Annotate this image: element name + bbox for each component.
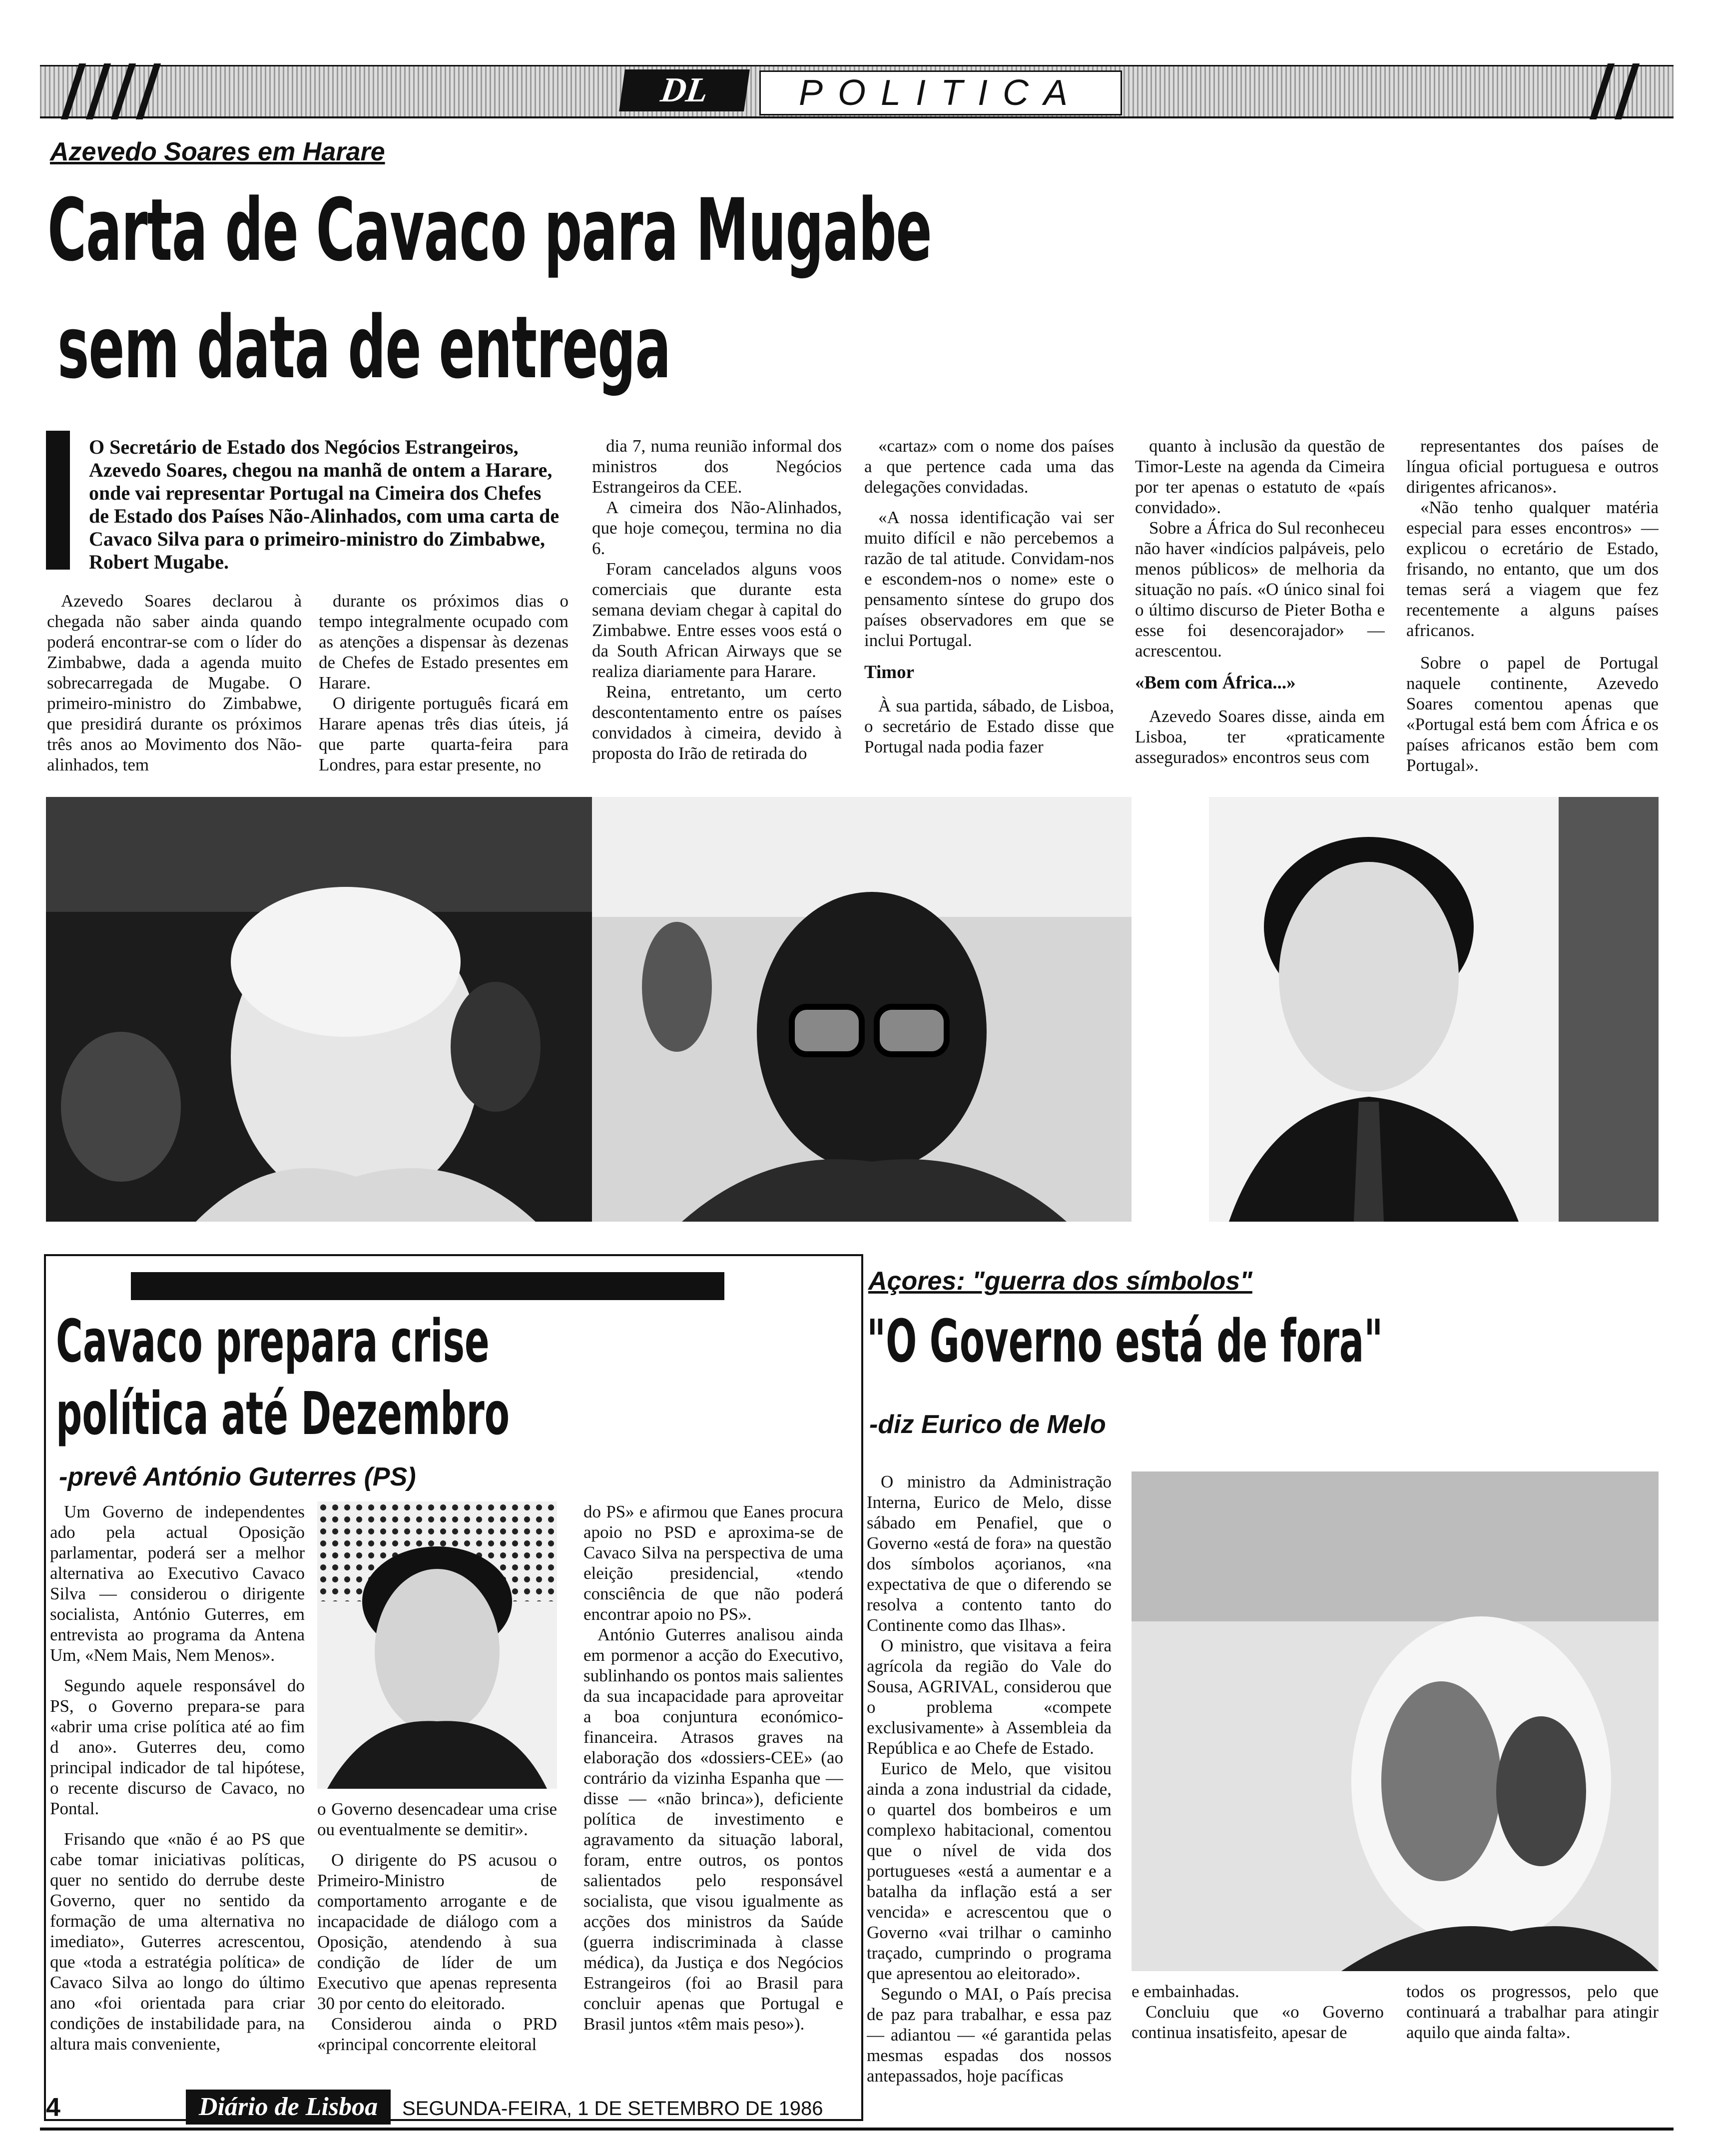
footer-date: SEGUNDA-FEIRA, 1 DE SETEMBRO DE 1986 [402, 2098, 823, 2120]
main-col3: dia 7, numa reunião informal dos ministros dos Negócios Estrangeiros da CEE. A cimeira dos Não-Alinhados, que hoje começou, termina no dia 6. Foram cancelados alguns voos comerciais que durante esta semana deviam chegar à capital do Zimbabwe. Entre esses voos está o da South African Airways que se realiza diariamente para Harare. Reina, entretanto, um certo descontentamento entre os países convidados à cimeira, devido à proposta do Irão de retirada do [592, 436, 842, 763]
guterres-col3: do PS» e afirmou que Eanes procura apoio no PSD e aproxima-se de Cavaco Silva na perspectiva de uma eleição presidencial, «tendo consciência de que não poderá encontrar apoio no PS». António Guterres analisou ainda em pormenor a acção do Executivo, sublinhando os pontos mais salientes da sua incapacidade para aproveitar a boa conjuntura económico-financeira. Atrasos graves na elaboração dos «dossiers-CEE» (ao contrário da vizinha Espanha que — disse — «não brinca»), deficiente política de investimento e agravamento da situação laboral, foram, entre outros, os pontos salientados pelo responsável socialista, que visou igualmente as acções dos ministros da Saúde (guerra indiscriminada à classe médica), da Justiça e dos Negócios Estrangeiros (foi ao Brasil para concluir apenas que Portugal e Brasil juntos «têm mais peso»). [583, 1502, 843, 2034]
main-kicker: Azevedo Soares em Harare [50, 137, 385, 166]
guterres-box-bar [131, 1272, 724, 1300]
acores-col2: e embainhadas. Concluiu que «o Governo continua insatisfeito, apesar de [1132, 1982, 1384, 2042]
acores-col1: O ministro da Administração Interna, Eurico de Melo, disse sábado em Penafiel, que o Governo «está de fora» na questão dos símbolos açorianos, «na expectativa de que o diferendo se resolva a contento tanto do Continente como das Ilhas». O ministro, que visitava a feira agrícola da região do Vale do Sousa, AGRIVAL, considerou que o problema «compete exclusivamente» à Assembleia da República e ao Chefe de Estado. Eurico de Melo, que visitou ainda a zona industrial da cidade, o quartel dos bombeiros e um complexo habitacional, comentou que o nível de vida dos portugueses «está a aumentar e a batalha da inflação está a ser vencida» e acrescentou que o Governo «vai trilhar o caminho traçado, cumprindo o programa que apresentou ao eleitorado». Segundo o MAI, o País precisa de paz para trabalhar, e essa paz — adiantou — «é garantida pelas mesmas espadas dos nossos antepassados, hoje pacíficas [867, 1472, 1112, 2086]
main-lede: O Secretário de Estado dos Negócios Estrangeiros, Azevedo Soares, chegou na manhã de ontem a Harare, onde vai representar Portugal na Cimeira dos Chefes de Estado dos Países Não-Alinhados, com uma carta de Cavaco Silva para o primeiro-ministro do Zimbabwe, Robert Mugabe. [89, 436, 560, 573]
main-headline-line2: sem data de entrega [57, 297, 671, 398]
photo-azevedo-soares [46, 797, 595, 1222]
guterres-col2: o Governo desencadear uma crise ou eventualmente se demitir». O dirigente do PS acusou o Primeiro-Ministro de comportamento arrogante e de incapacidade de diálogo com a Oposição, atendendo à sua condição de líder de um Executivo que apenas representa 30 por cento do eleitorado. Considerou ainda o PRD «principal concorrente eleitoral [317, 1799, 557, 2054]
footer-rule [40, 2128, 1674, 2131]
main-col4: «cartaz» com o nome dos países a que pertence cada uma das delegações convidadas. «A nossa identificação vai ser muito difícil e não percebemos a razão de tal atitude. Convidam-nos e escondem-nos o nome» este o pensamento síntese do grupo dos países observadores em que se inclui Portugal. Timor À sua partida, sábado, de Lisboa, o secretário de Estado disse que Portugal nada podia fazer [864, 436, 1114, 756]
acores-kicker: Açores: "guerra dos símbolos" [868, 1267, 1252, 1296]
photo-portrait-suit [1209, 797, 1659, 1222]
subhead-timor: Timor [864, 662, 915, 683]
footer-masthead: Diário de Lisboa [186, 2090, 391, 2125]
acores-col3: todos os progressos, pelo que continuará a trabalhar para atingir aquilo que ainda falta». [1406, 1982, 1659, 2042]
section-header-band [40, 65, 1674, 118]
main-headline-line1: Carta de Cavaco para Mugabe [47, 180, 932, 280]
guterres-headline-line1: Cavaco prepara crise [56, 1307, 490, 1376]
acores-byline: -diz Eurico de Melo [869, 1410, 1106, 1439]
drop-bar [46, 431, 70, 570]
guterres-byline: -prevê António Guterres (PS) [59, 1462, 416, 1491]
photo-robert-mugabe [592, 797, 1132, 1222]
guterres-headline-line2: política até Dezembro [56, 1379, 510, 1448]
subhead-bem-com-africa: «Bem com África...» [1135, 673, 1296, 693]
main-col1: Azevedo Soares declarou à chegada não saber ainda quando poderá encontrar-se com o líder do Zimbabwe, dada a agenda muito sobrecarregada de Mugabe. O primeiro-ministro do Zimbabwe, que presidirá durante os próximos três anos ao Movimento dos Não-alinhados, tem [47, 591, 302, 774]
main-col2: durante os próximos dias o tempo integralmente ocupado com as atenções a dispensar às dezenas de Chefes de Estado presentes em Harare. O dirigente português ficará em Harare apenas três dias úteis, já que parte quarta-feira para Londres, para estar presente, no [319, 591, 569, 774]
page-number: 4 [46, 2093, 60, 2122]
section-label: POLITICA [759, 70, 1122, 115]
guterres-col1: Um Governo de independentes ado pela actual Oposição parlamentar, poderá ser a melhor alternativa ao Executivo Cavaco Silva — considerou o dirigente socialista, António Guterres, em entrevista ao programa da Antena Um, «Nem Mais, Nem Menos». Segundo aquele responsável do PS, o Governo prepara-se para «abrir uma crise política até ao fim d ano». Guterres deu, como principal indicador de tal hipótese, o recente discurso de Cavaco, no Pontal. Frisando que «não é ao PS que cabe tomar iniciativas políticas, quer no sentido do derrube deste Governo, quer no sentido da formação de uma alternativa no imediato», Guterres acrescentou, que «toda a estratégia política» de Cavaco Silva ao longo do último ano «foi orientada para criar condições de instabilidade para, na altura mais conveniente, [50, 1502, 305, 2054]
newspaper-logo: DL [619, 69, 750, 111]
main-col5: quanto à inclusão da questão de Timor-Leste na agenda da Cimeira por ter apenas o estatuto de «país convidado». Sobre a África do Sul reconheceu não haver «indícios palpáveis, pelo menos públicos» de melhoria da situação no país. «O único sinal foi o último discurso de Pieter Botha e esse foi desencorajador» — acrescentou. «Bem com África...» Azevedo Soares disse, ainda em Lisboa, ter «praticamente assegurados» encontros seus com [1135, 436, 1385, 767]
acores-headline: "O Governo está de fora" [867, 1307, 1383, 1376]
photo-antonio-guterres [317, 1501, 557, 1789]
main-col6: representantes dos países de língua oficial portuguesa e outros dirigentes africanos». «Não tenho qualquer matéria especial para esses encontros» — explicou o ecretário de Estado, frisando, no entanto, que um dos temas será a viagem que fez recentemente a alguns países africanos. Sobre o papel de Portugal naquele continente, Azevedo Soares comentou apenas que «Portugal está bem com África e os países africanos estão bem com Portugal». [1406, 436, 1659, 775]
photo-eurico-de-melo [1132, 1471, 1659, 1971]
